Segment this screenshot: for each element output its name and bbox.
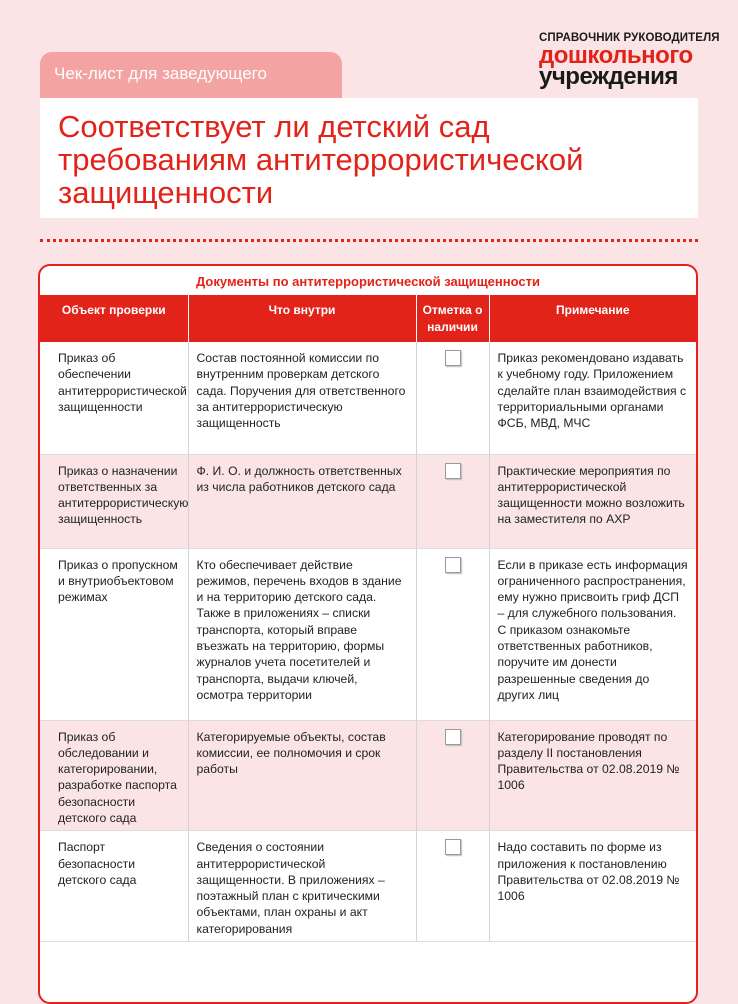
presence-checkbox[interactable] [445, 463, 461, 479]
row-mark-cell [416, 831, 489, 942]
row-contents: Категорируемые объекты, состав комиссии, ее полномочия и срок работы [188, 720, 416, 831]
dotted-divider [40, 239, 698, 242]
row-mark-cell [416, 342, 489, 454]
presence-checkbox[interactable] [445, 729, 461, 745]
row-contents: Сведения о состоянии антитеррористической защищенности. В приложениях – поэтажный план с критическими объектами, план охраны и акт категорирования [188, 831, 416, 942]
row-contents: Кто обеспечивает действие режимов, перечень входов в здание и на территорию детского сада. Также в приложениях – списки транспорта, который вправе въезжать на территорию, формы журналов учета посетителей и транспорта, выдачи ключей, осмотра территории [188, 548, 416, 720]
presence-checkbox[interactable] [445, 557, 461, 573]
row-note: Надо составить по форме из приложения к постановлению Правительства от 02.08.2019 № 1006 [489, 831, 696, 942]
checklist-tab [40, 52, 342, 98]
row-note: Категорирование проводят по разделу II постановления Правительства от 02.08.2019 № 1006 [489, 720, 696, 831]
row-contents: Ф. И. О. и должность ответственных из числа работников детского сада [188, 454, 416, 548]
row-note: Если в приказе есть информация ограниченного распространения, ему нужно присвоить гриф ДСП – для служебного пользования. С приказом ознакомьте ответственных работников, поручите им донести разрешенные сведения до других лиц [489, 548, 696, 720]
presence-checkbox[interactable] [445, 350, 461, 366]
table-row [40, 548, 696, 720]
table-row [40, 831, 696, 942]
row-mark-cell [416, 454, 489, 548]
row-mark-cell [416, 548, 489, 720]
table-row [40, 454, 696, 548]
logo-line-2: дошкольного [539, 42, 693, 69]
logo-line-3: учреждения [539, 63, 678, 90]
title-box [40, 98, 698, 218]
row-contents: Состав постоянной комиссии по внутренним проверкам детского сада. Поручения для ответственного за антитеррористическую защищенность [188, 342, 416, 454]
table-row [40, 342, 696, 454]
table-title: Документы по антитеррористической защищенности [196, 274, 540, 289]
row-object: Паспорт безопасности детского сада [40, 831, 188, 942]
page-title: Соответствует ли детский сад требованиям антитеррористической защищенности [58, 109, 584, 210]
checklist-table [40, 295, 696, 942]
table-header-row [40, 295, 696, 342]
row-note: Приказ рекомендовано издавать к учебному году. Приложением сделайте план взаимодействия с территориальными органами ФСБ, МВД, МЧС [489, 342, 696, 454]
row-mark-cell [416, 720, 489, 831]
presence-checkbox[interactable] [445, 839, 461, 855]
row-object: Приказ об обследовании и категорировании, разработке паспорта безопасности детского сада [40, 720, 188, 831]
tab-label: Чек-лист для заведующего [54, 64, 267, 83]
row-object: Приказ о назначении ответственных за антитеррористическую защищенность [40, 454, 188, 548]
col-header-note: Примечание [489, 295, 696, 342]
row-object: Приказ об обеспечении антитеррористической защищенности [40, 342, 188, 454]
row-note: Практические мероприятия по антитеррористической защищенности можно возложить на заместителя по АХР [489, 454, 696, 548]
col-header-contents: Что внутри [188, 295, 416, 342]
table-row [40, 720, 696, 831]
documents-card [38, 264, 698, 1004]
col-header-object: Объект проверки [40, 295, 188, 342]
magazine-logo [539, 32, 720, 88]
col-header-mark: Отметка о наличии [416, 295, 489, 342]
row-object: Приказ о пропускном и внутриобъектовом режимах [40, 548, 188, 720]
logo-line-1: СПРАВОЧНИК РУКОВОДИТЕЛЯ [539, 32, 720, 44]
